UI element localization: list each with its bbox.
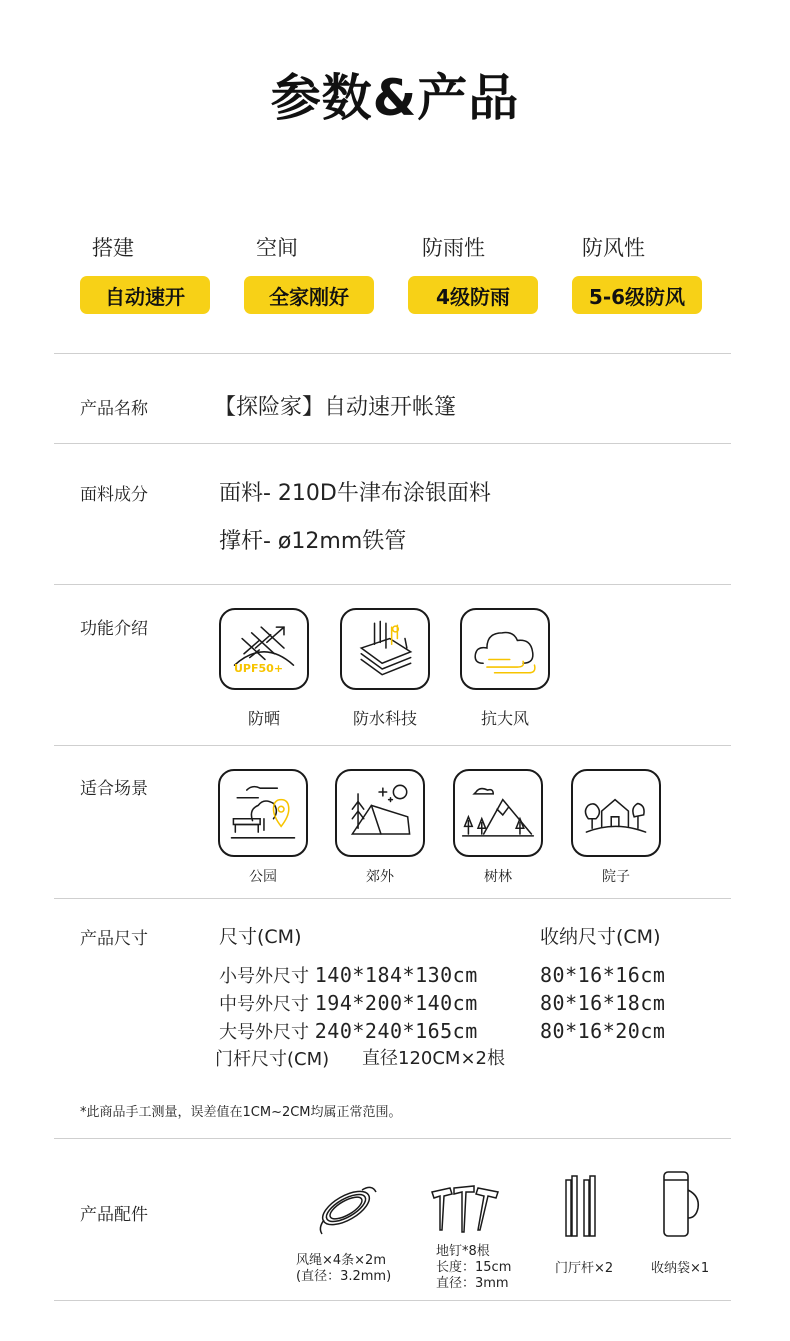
measurement-note: *此商品手工测量，误差值在1CM~2CM均属正常范围。 bbox=[80, 1105, 402, 1120]
spec-badge-rain: 4级防雨 bbox=[408, 276, 538, 314]
spec-label-rain: 防雨性 bbox=[422, 236, 485, 260]
yard-house-icon bbox=[571, 769, 661, 857]
spec-badge-space: 全家刚好 bbox=[244, 276, 374, 314]
size-value: 194*200*140cm bbox=[314, 991, 478, 1015]
size-header: 尺寸(CM) bbox=[219, 926, 302, 948]
storage-bag-caption: 收纳袋×1 bbox=[651, 1261, 710, 1276]
size-row-medium bbox=[219, 990, 478, 1016]
wind-cloud-icon bbox=[460, 608, 550, 690]
waterproof-icon bbox=[340, 608, 430, 690]
scene-caption-suburb: 郊外 bbox=[366, 869, 394, 885]
spec-label-wind: 防风性 bbox=[582, 236, 645, 260]
spec-label-build: 搭建 bbox=[92, 236, 134, 260]
sun-protection-icon bbox=[219, 608, 309, 690]
size-name: 大号外尺寸 bbox=[219, 1022, 309, 1043]
product-name-value: 【探险家】自动速开帐篷 bbox=[214, 395, 457, 420]
stake-caption-line3: 直径：3mm bbox=[436, 1276, 509, 1291]
pack-size-medium: 80*16*18cm bbox=[540, 991, 666, 1015]
product-name-label: 产品名称 bbox=[80, 399, 148, 419]
sizes-label: 产品尺寸 bbox=[80, 929, 148, 949]
park-icon bbox=[218, 769, 308, 857]
divider bbox=[54, 1300, 731, 1301]
material-label: 面料成分 bbox=[80, 485, 148, 505]
divider bbox=[54, 353, 731, 354]
feature-caption-sun: 防晒 bbox=[247, 709, 280, 728]
door-pole-label: 门杆尺寸(CM) bbox=[215, 1049, 330, 1070]
stake-caption-line1: 地钉*8根 bbox=[436, 1244, 490, 1259]
divider bbox=[54, 745, 731, 746]
size-row-large bbox=[219, 1018, 478, 1044]
features-label: 功能介绍 bbox=[80, 619, 148, 639]
door-pole-value: 直径120CM×2根 bbox=[362, 1048, 505, 1069]
stake-caption bbox=[436, 1244, 511, 1292]
divider bbox=[54, 584, 731, 585]
divider bbox=[54, 1138, 731, 1139]
size-value: 140*184*130cm bbox=[314, 963, 478, 987]
size-row-small bbox=[219, 962, 478, 988]
door-pole-icon bbox=[558, 1172, 602, 1240]
feature-caption-wind: 抗大风 bbox=[480, 709, 529, 728]
divider bbox=[54, 443, 731, 444]
feature-caption-water: 防水科技 bbox=[352, 709, 417, 728]
spec-label-space: 空间 bbox=[256, 236, 298, 260]
rope-caption bbox=[296, 1253, 391, 1285]
stake-caption-line2: 长度：15cm bbox=[436, 1260, 512, 1275]
material-fabric: 面料- 210D牛津布涂银面料 bbox=[219, 481, 491, 506]
pack-size-header: 收纳尺寸(CM) bbox=[540, 926, 661, 948]
size-name: 小号外尺寸 bbox=[219, 966, 309, 987]
ground-stake-icon bbox=[428, 1180, 502, 1236]
pack-size-large: 80*16*20cm bbox=[540, 1019, 666, 1043]
camping-tent-icon bbox=[335, 769, 425, 857]
rope-icon bbox=[312, 1180, 382, 1238]
scene-caption-park: 公园 bbox=[249, 869, 277, 885]
divider bbox=[54, 898, 731, 899]
rope-caption-line2: (直径：3.2mm) bbox=[296, 1269, 392, 1284]
door-pole-caption: 门厅杆×2 bbox=[555, 1261, 614, 1276]
spec-badge-wind: 5-6级防风 bbox=[572, 276, 702, 314]
pack-size-small: 80*16*16cm bbox=[540, 963, 666, 987]
rope-caption-line1: 风绳×4条×2m bbox=[296, 1253, 386, 1268]
size-value: 240*240*165cm bbox=[314, 1019, 478, 1043]
mountain-forest-icon bbox=[453, 769, 543, 857]
storage-bag-icon bbox=[656, 1168, 702, 1240]
scenes-label: 适合场景 bbox=[80, 779, 148, 799]
upf-badge: UPF50+ bbox=[234, 662, 284, 675]
scene-caption-yard: 院子 bbox=[602, 869, 630, 885]
scene-caption-forest: 树林 bbox=[484, 869, 512, 885]
spec-badge-build: 自动速开 bbox=[80, 276, 210, 314]
accessories-label: 产品配件 bbox=[80, 1205, 148, 1225]
size-name: 中号外尺寸 bbox=[219, 994, 309, 1015]
material-pole: 撑杆- ø12mm铁管 bbox=[219, 529, 407, 554]
page-title: 参数&产品 bbox=[270, 69, 520, 127]
